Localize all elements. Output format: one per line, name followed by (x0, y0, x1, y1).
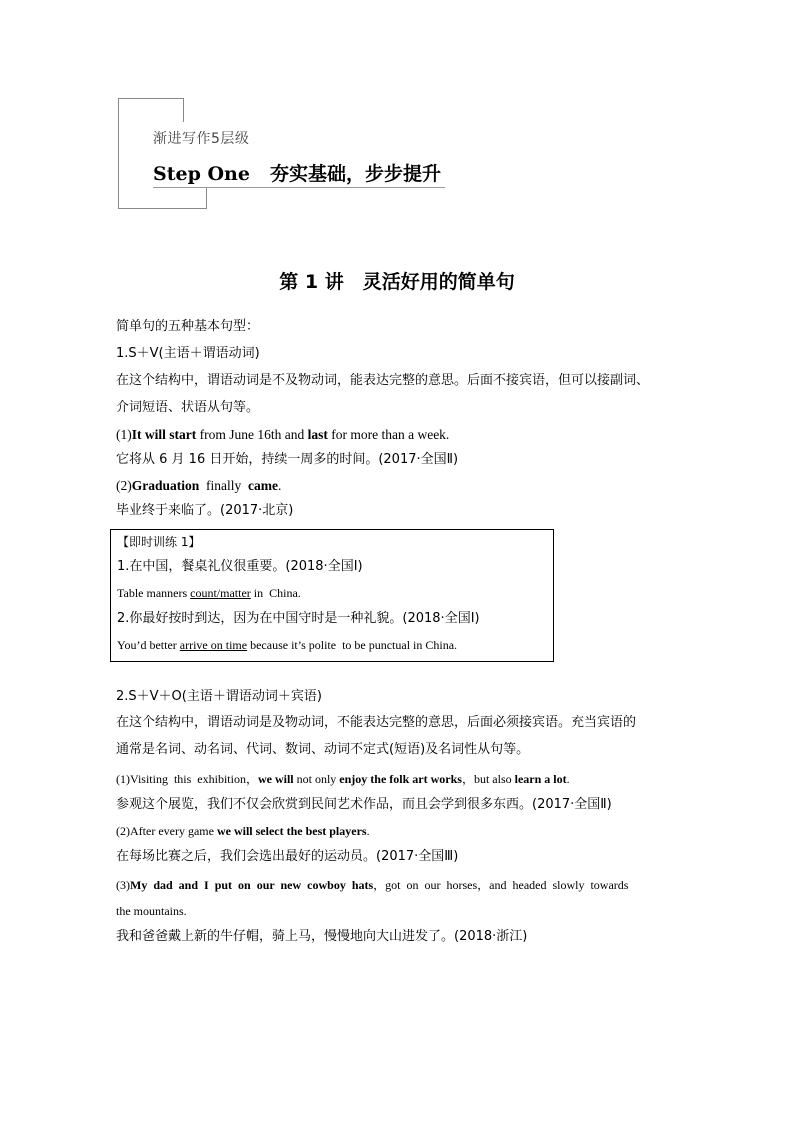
section2-desc-line1: 在这个结构中，谓语动词是及物动词，不能表达完整的意思，后面必须接宾语。充当宾语的 (116, 715, 637, 730)
practice-q1-en: Table manners count/matter in China. (117, 586, 301, 600)
lesson-title: 第 1 讲 灵活好用的简单句 (279, 271, 515, 293)
section1-example1-en: (1)It will start from June 16th and last for more than a week. (116, 427, 450, 442)
section1-desc-line1: 在这个结构中，谓语动词是不及物动词，能表达完整的意思。后面不接宾语，但可以接副词、 (116, 373, 650, 388)
section2-example2-en: (2)After every game we will select the best players. (116, 824, 370, 838)
section2-example3-en-line2: the mountains. (116, 904, 187, 918)
practice-q2-answer: arrive on time (179, 638, 248, 652)
section1-heading: 1.S＋V(主语＋谓语动词) (116, 346, 260, 361)
section2-example1-zh: 参观这个展览，我们不仅会欣赏到民间艺术作品，而且会学到很多东西。(2017·全国Ⅱ) (116, 797, 612, 812)
section1-desc-line2: 介词短语、状语从句等。 (116, 400, 260, 415)
practice-q2-en: You’d better arrive on time because it’s polite to be punctual in China. (117, 638, 458, 652)
section2-example3-zh: 我和爸爸戴上新的牛仔帽，骑上马，慢慢地向大山进发了。(2018·浙江) (116, 929, 528, 944)
intro-text: 简单句的五种基本句型： (116, 319, 260, 334)
step-heading (153, 159, 441, 186)
section1-example2-zh: 毕业终于来临了。(2017·北京) (116, 503, 294, 518)
series-label: 渐进写作5层级 (153, 131, 250, 147)
practice-q1-answer: count/matter (190, 586, 251, 600)
section1-example1-zh: 它将从 6 月 16 日开始，持续一周多的时间。(2017·全国Ⅱ) (116, 452, 459, 467)
section2-desc-line2: 通常是名词、动名词、代词、数词、动词不定式(短语)及名词性从句等。 (116, 742, 530, 757)
section2-heading: 2.S＋V＋O(主语＋谓语动词＋宾语) (116, 689, 322, 704)
practice-q1-zh: 1.在中国，餐桌礼仪很重要。(2018·全国Ⅰ) (117, 559, 363, 574)
practice-title: 【即时训练 1】 (117, 535, 201, 549)
practice-q2-zh: 2.你最好按时到达，因为在中国守时是一种礼貌。(2018·全国Ⅰ) (117, 611, 480, 626)
practice-box (110, 529, 554, 662)
section2-example3-en-line1: (3)My dad and I put on our new cowboy hats，got on our horses，and headed slowly towards (116, 878, 629, 892)
section2-example2-zh: 在每场比赛之后，我们会选出最好的运动员。(2017·全国Ⅲ) (116, 849, 459, 864)
section1-example2-en: (2)Graduation finally came. (116, 478, 282, 493)
section2-example1-en: (1)Visiting this exhibition，we will not only enjoy the folk art works，but also learn a lot. (116, 772, 570, 786)
header-frame (118, 98, 445, 210)
step-label: Step One (153, 163, 250, 185)
step-subtitle: 夯实基础，步步提升 (269, 163, 441, 185)
